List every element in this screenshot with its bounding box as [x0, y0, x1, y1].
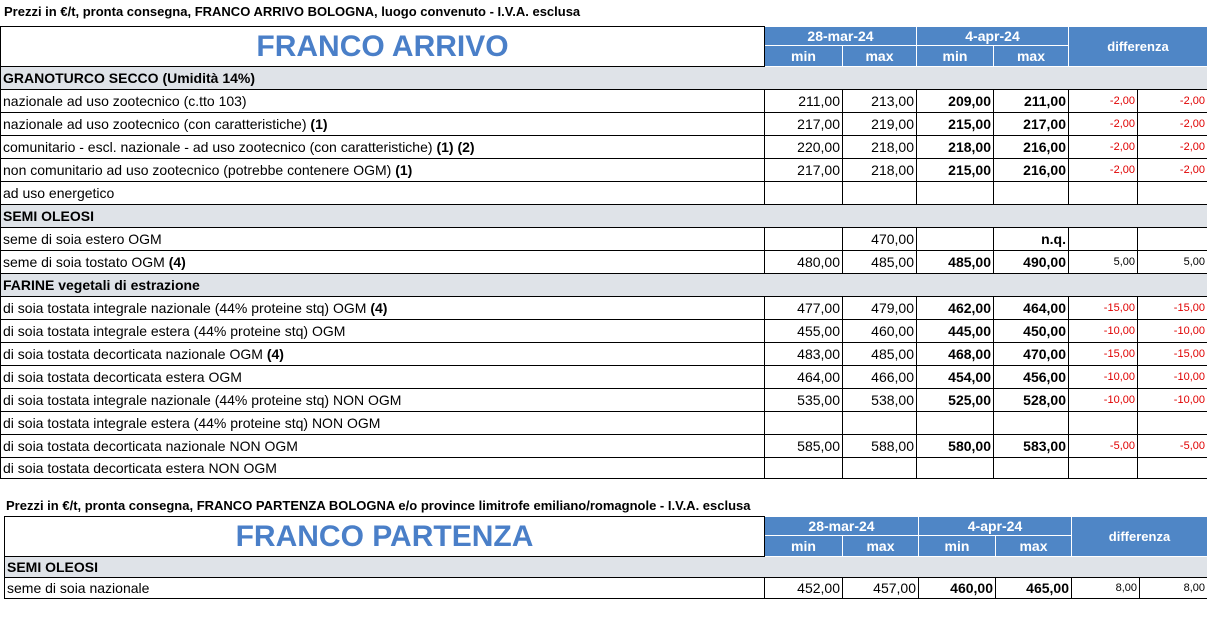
- cell-empty: [917, 458, 994, 479]
- table-row: [1, 435, 1207, 458]
- row-note: (1): [395, 162, 413, 178]
- row-note: (1): [310, 116, 328, 132]
- row-label: seme di soia nazionale: [5, 578, 765, 599]
- date-col-1: 28-mar-24: [765, 27, 917, 46]
- section-farine: FARINE vegetali di estrazione: [1, 274, 1207, 297]
- cell-prev-max: 479,00: [843, 297, 917, 320]
- row-label: [1, 251, 765, 274]
- cell-empty: [765, 182, 843, 205]
- row-label-text: comunitario - escl. nazionale - ad uso zootecnico (con caratteristiche): [3, 139, 433, 155]
- section-semi-oleosi: SEMI OLEOSI: [5, 557, 1207, 578]
- table-row: [1, 343, 1207, 366]
- cell-prev-min: 217,00: [765, 113, 843, 136]
- cell-cur-max: 456,00: [994, 366, 1069, 389]
- cell-cur-min: 445,00: [917, 320, 994, 343]
- max-header: max: [996, 536, 1072, 557]
- cell-diff-min: -10,00: [1069, 366, 1138, 389]
- cell-diff-max: -2,00: [1138, 159, 1207, 182]
- cell-empty: [994, 458, 1069, 479]
- row-label: [1, 297, 765, 320]
- bottom-price-note: Prezzi in €/t, pronta consegna, FRANCO PARTENZA BOLOGNA e/o province limitrofe emiliano/romagnole - I.V.A. esclusa: [6, 498, 751, 513]
- min-header: min: [919, 536, 996, 557]
- cell-prev-min: 585,00: [765, 435, 843, 458]
- cell-empty: [765, 228, 843, 251]
- cell-prev-max: 466,00: [843, 366, 917, 389]
- cell-empty: [1069, 458, 1138, 479]
- cell-diff-max: -5,00: [1138, 435, 1207, 458]
- cell-empty: [843, 412, 917, 435]
- cell-cur-max: 464,00: [994, 297, 1069, 320]
- cell-cur-min: 215,00: [917, 159, 994, 182]
- cell-prev-max: 470,00: [843, 228, 917, 251]
- cell-empty: [917, 412, 994, 435]
- cell-empty: [765, 412, 843, 435]
- max-header: max: [994, 46, 1069, 67]
- cell-prev-min: 480,00: [765, 251, 843, 274]
- table-row: [1, 412, 1207, 435]
- max-header: max: [843, 536, 919, 557]
- cell-cur-max: 450,00: [994, 320, 1069, 343]
- cell-empty: [994, 412, 1069, 435]
- cell-diff-max: 8,00: [1140, 578, 1207, 599]
- cell-diff-max: -10,00: [1138, 366, 1207, 389]
- cell-cur-min: 468,00: [917, 343, 994, 366]
- cell-cur-max: 465,00: [996, 578, 1072, 599]
- cell-diff-max: -15,00: [1138, 297, 1207, 320]
- cell-empty: [1138, 228, 1207, 251]
- cell-empty: [1138, 182, 1207, 205]
- diff-header: differenza: [1072, 517, 1207, 557]
- table-row: [1, 136, 1207, 159]
- cell-empty: [1138, 458, 1207, 479]
- cell-cur-min: 485,00: [917, 251, 994, 274]
- table-row: [1, 320, 1207, 343]
- cell-prev-min: 477,00: [765, 297, 843, 320]
- row-label: nazionale ad uso zootecnico (c.tto 103): [1, 90, 765, 113]
- cell-cur-max: 528,00: [994, 389, 1069, 412]
- cell-prev-min: 217,00: [765, 159, 843, 182]
- date-col-2: 4-apr-24: [919, 517, 1072, 536]
- cell-diff-max: 5,00: [1138, 251, 1207, 274]
- table-row: [1, 90, 1207, 113]
- row-label-text: di soia tostata integrale nazionale (44% proteine stq) OGM: [3, 300, 367, 316]
- franco-arrivo-title: FRANCO ARRIVO: [1, 27, 765, 67]
- cell-diff-min: -15,00: [1069, 343, 1138, 366]
- row-label: [1, 159, 765, 182]
- franco-partenza-title: FRANCO PARTENZA: [5, 517, 765, 557]
- cell-diff-min: -2,00: [1069, 136, 1138, 159]
- row-label-text: nazionale ad uso zootecnico (con caratteristiche): [3, 116, 307, 132]
- cell-empty: [917, 182, 994, 205]
- cell-cur-max: 216,00: [994, 136, 1069, 159]
- row-label-text: di soia tostata decorticata nazionale OGM: [3, 346, 263, 362]
- row-note: (4): [370, 300, 388, 316]
- cell-diff-max: -2,00: [1138, 136, 1207, 159]
- table-row: [1, 113, 1207, 136]
- cell-cur-min: 209,00: [917, 90, 994, 113]
- max-header: max: [843, 46, 917, 67]
- cell-diff-max: -2,00: [1138, 113, 1207, 136]
- cell-cur-min: 462,00: [917, 297, 994, 320]
- cell-diff-min: -15,00: [1069, 297, 1138, 320]
- table-row: [1, 159, 1207, 182]
- cell-prev-min: 211,00: [765, 90, 843, 113]
- cell-prev-max: 213,00: [843, 90, 917, 113]
- row-label: di soia tostata integrale estera (44% proteine stq) NON OGM: [1, 412, 765, 435]
- cell-prev-max: 218,00: [843, 136, 917, 159]
- cell-diff-min: -10,00: [1069, 389, 1138, 412]
- row-note: (4): [266, 346, 284, 362]
- table-row: [1, 228, 1207, 251]
- min-header: min: [765, 46, 843, 67]
- cell-diff-max: -10,00: [1138, 320, 1207, 343]
- cell-diff-min: -10,00: [1069, 320, 1138, 343]
- cell-prev-min: 455,00: [765, 320, 843, 343]
- cell-prev-min: 452,00: [765, 578, 843, 599]
- cell-empty: [843, 182, 917, 205]
- section-row: [1, 205, 1207, 228]
- cell-prev-min: 483,00: [765, 343, 843, 366]
- header-row-dates: [1, 27, 1207, 46]
- row-label: di soia tostata integrale estera (44% proteine stq) OGM: [1, 320, 765, 343]
- cell-diff-max: -2,00: [1138, 90, 1207, 113]
- section-row: [1, 67, 1207, 90]
- row-label: [1, 136, 765, 159]
- row-label: di soia tostata integrale nazionale (44% proteine stq) NON OGM: [1, 389, 765, 412]
- date-col-2: 4-apr-24: [917, 27, 1069, 46]
- cell-cur-min: 454,00: [917, 366, 994, 389]
- row-label-text: non comunitario ad uso zootecnico (potrebbe contenere OGM): [3, 162, 392, 178]
- row-label: di soia tostata decorticata estera OGM: [1, 366, 765, 389]
- section-row: [1, 274, 1207, 297]
- row-label-text: seme di soia tostato OGM: [3, 254, 165, 270]
- row-label: seme di soia estero OGM: [1, 228, 765, 251]
- cell-prev-max: 485,00: [843, 343, 917, 366]
- table-row: [1, 458, 1207, 479]
- section-row: [5, 557, 1207, 578]
- section-semi-oleosi: SEMI OLEOSI: [1, 205, 1207, 228]
- cell-diff-min: -2,00: [1069, 90, 1138, 113]
- section-granoturco: GRANOTURCO SECCO (Umidità 14%): [1, 67, 1207, 90]
- table-row: [1, 182, 1207, 205]
- cell-empty: [994, 182, 1069, 205]
- min-header: min: [765, 536, 843, 557]
- row-label: di soia tostata decorticata estera NON OGM: [1, 458, 765, 479]
- cell-empty: [1138, 412, 1207, 435]
- cell-prev-min: 464,00: [765, 366, 843, 389]
- cell-cur-max: 470,00: [994, 343, 1069, 366]
- cell-cur-min: 460,00: [919, 578, 996, 599]
- cell-cur-max: 216,00: [994, 159, 1069, 182]
- cell-empty: [1069, 182, 1138, 205]
- cell-diff-min: 5,00: [1069, 251, 1138, 274]
- header-row-dates: [5, 517, 1207, 536]
- cell-cur-max: 211,00: [994, 90, 1069, 113]
- cell-diff-min: -5,00: [1069, 435, 1138, 458]
- cell-cur-min: 215,00: [917, 113, 994, 136]
- cell-empty: [1069, 412, 1138, 435]
- table-row: [1, 389, 1207, 412]
- franco-arrivo-table: [0, 26, 1207, 479]
- cell-prev-max: 457,00: [843, 578, 919, 599]
- cell-prev-max: 218,00: [843, 159, 917, 182]
- cell-prev-max: 460,00: [843, 320, 917, 343]
- cell-prev-max: 538,00: [843, 389, 917, 412]
- row-label: [1, 343, 765, 366]
- cell-cur-min: 580,00: [917, 435, 994, 458]
- cell-cur-max: n.q.: [994, 228, 1069, 251]
- cell-prev-max: 485,00: [843, 251, 917, 274]
- cell-cur-min: 218,00: [917, 136, 994, 159]
- row-label: ad uso energetico: [1, 182, 765, 205]
- cell-cur-max: 583,00: [994, 435, 1069, 458]
- cell-diff-min: -2,00: [1069, 113, 1138, 136]
- top-price-note: Prezzi in €/t, pronta consegna, FRANCO ARRIVO BOLOGNA, luogo convenuto - I.V.A. esclusa: [4, 4, 581, 19]
- cell-empty: [765, 458, 843, 479]
- row-label: [1, 113, 765, 136]
- cell-prev-max: 588,00: [843, 435, 917, 458]
- cell-cur-max: 490,00: [994, 251, 1069, 274]
- cell-empty: [843, 458, 917, 479]
- cell-empty: [917, 228, 994, 251]
- cell-diff-max: -15,00: [1138, 343, 1207, 366]
- table-row: [1, 297, 1207, 320]
- row-label: di soia tostata decorticata nazionale NON OGM: [1, 435, 765, 458]
- diff-header: differenza: [1069, 27, 1207, 67]
- cell-prev-min: 535,00: [765, 389, 843, 412]
- cell-diff-min: 8,00: [1072, 578, 1140, 599]
- cell-diff-max: -10,00: [1138, 389, 1207, 412]
- cell-empty: [1069, 228, 1138, 251]
- franco-partenza-table: [4, 516, 1207, 599]
- cell-diff-min: -2,00: [1069, 159, 1138, 182]
- row-note: (1) (2): [436, 139, 475, 155]
- cell-prev-min: 220,00: [765, 136, 843, 159]
- min-header: min: [917, 46, 994, 67]
- row-note: (4): [168, 254, 186, 270]
- cell-cur-min: 525,00: [917, 389, 994, 412]
- table-row: [1, 251, 1207, 274]
- cell-prev-max: 219,00: [843, 113, 917, 136]
- table-row: [1, 366, 1207, 389]
- date-col-1: 28-mar-24: [765, 517, 919, 536]
- cell-cur-max: 217,00: [994, 113, 1069, 136]
- table-row: [5, 578, 1207, 599]
